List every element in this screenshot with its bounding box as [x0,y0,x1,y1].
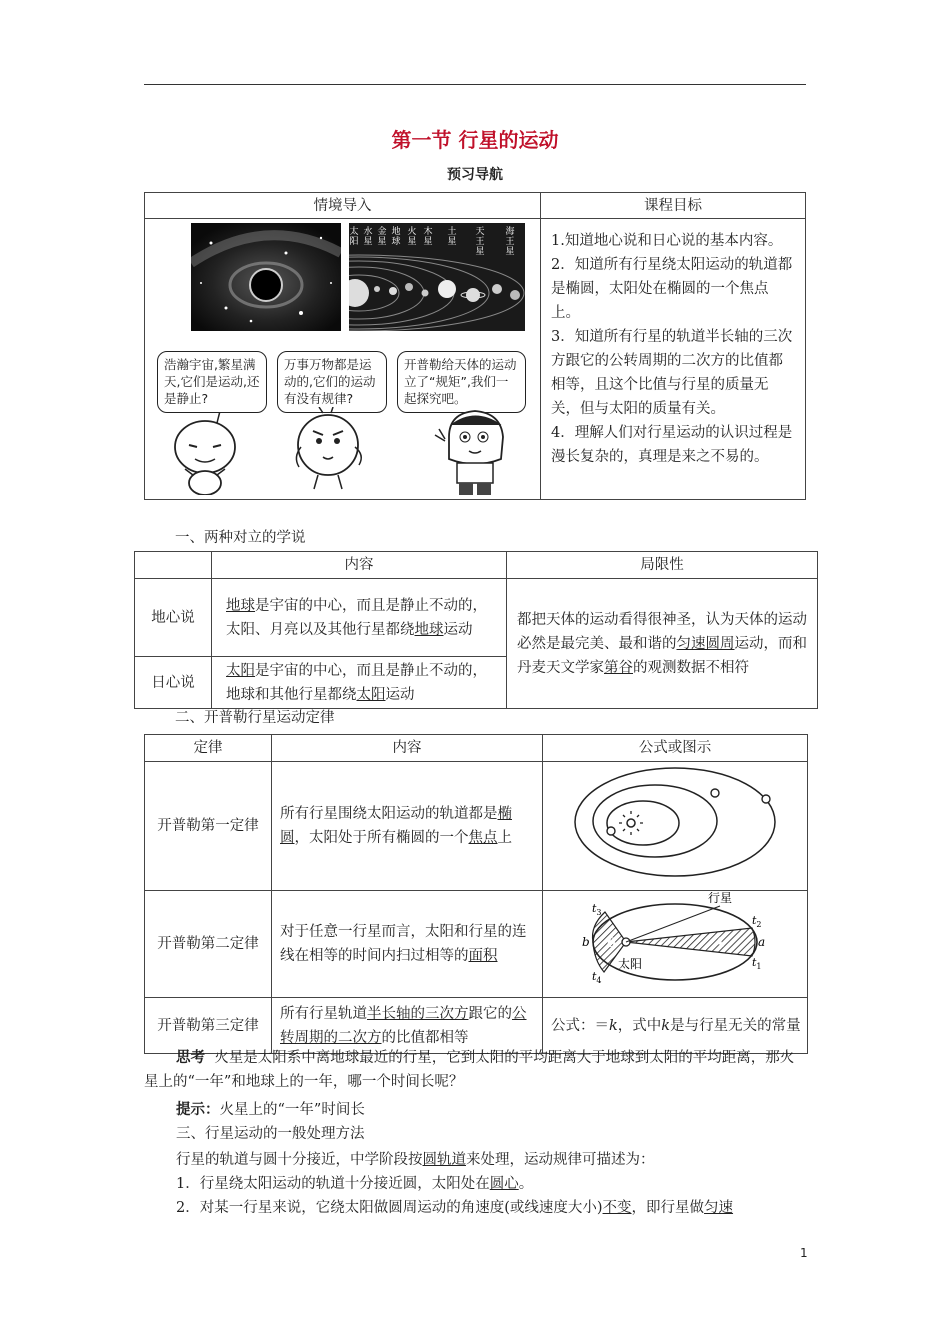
fig-label-planet: 行星 [708,892,733,905]
kepler-law2-content: 对于任意一行星而言，太阳和行星的连线在相等的时间内扫过相等的面积 [272,891,543,998]
intro-scene-cell [145,219,541,500]
page-number: 1 [800,1246,808,1260]
elliptical-orbits-diagram [565,763,785,881]
goal-3: 3．知道所有行星的轨道半长轴的三次方跟它的公转周期的二次方的比值都相等，且这个比值与行星的质量无关，但与太阳的质量有关。 [551,329,793,417]
geocentric-label: 地心说 [135,579,212,657]
galaxy-image [191,223,341,331]
section3-heading: 三、行星运动的一般处理方法 [176,1126,365,1142]
cartoon-character-bird [283,407,373,497]
fig-label-t3: $t_3$ [592,902,602,917]
section3-p2: 1．行星绕太阳运动的轨道十分接近圆，太阳处在圆心。 [176,1176,534,1192]
planet-label: 木 星 [423,227,433,247]
hint-paragraph: 提示：火星上的“一年”时间长 [176,1101,365,1118]
page-title: 第一节 行星的运动 [391,128,559,152]
intro-col1-header: 情境导入 [145,193,541,219]
geocentric-content: 地球是宇宙的中心，而且是静止不动的，太阳、月亮以及其他行星都绕地球运动 [212,579,507,657]
kepler-col-content: 内容 [272,735,543,762]
planet-label: 土 星 [447,227,457,247]
kepler-law2-name: 开普勒第二定律 [145,891,272,998]
fig-label-b: b [582,935,590,949]
kepler-law3-content: 所有行星轨道半长轴的三次方跟它的公转周期的二次方的比值都相等 [272,998,543,1054]
think-label: 思考 [176,1049,205,1066]
planet-label: 金 星 [377,227,387,247]
section3-p3: 2．对某一行星来说，它绕太阳做圆周运动的角速度(或线速度大小)不变，即行星做匀速 [176,1200,734,1216]
think-paragraph: 思考 火星是太阳系中离地球最近的行星，它到太阳的平均距离大于地球到太阳的平均距离，那火星上的“一年”和地球上的一年，哪一个时间长呢？ [144,1049,795,1090]
fig-label-sun: 太阳 [618,957,643,971]
sun-icon [619,811,643,835]
kepler-col-formula: 公式或图示 [543,735,808,762]
equal-area-diagram [580,892,770,988]
kepler-law3-name: 开普勒第三定律 [145,998,272,1054]
kepler-law1-figure [543,762,808,891]
planet-label: 天 王 星 [475,227,485,257]
heliocentric-content: 太阳是宇宙的中心，而且是静止不动的，地球和其他行星都绕太阳运动 [212,657,507,709]
planet-label: 火 星 [407,227,417,247]
planet-label: 海 王 星 [505,227,515,257]
cartoon-character-boy [431,407,511,499]
intro-col2-header: 课程目标 [541,193,806,219]
heliocentric-label: 日心说 [135,657,212,709]
kepler-law1-content: 所有行星围绕太阳运动的轨道都是椭圆，太阳处于所有椭圆的一个焦点上 [272,762,543,891]
intro-table [144,192,806,500]
hint-label: 提示： [176,1101,220,1118]
theories-col-content: 内容 [212,552,507,579]
section3-p1: 行星的轨道与圆十分接近，中学阶段按圆轨道来处理，运动规律可描述为： [176,1152,655,1168]
speech-bubble-1: 浩瀚宇宙,繁星满天,它们是运动,还是静止? [157,351,267,413]
section2-heading: 二、开普勒行星运动定律 [175,710,335,726]
kepler-col-law: 定律 [145,735,272,762]
cartoon-character-baby [165,413,245,495]
speech-bubble-3: 开普勒给天体的运动立了“规矩”,我们一起探究吧。 [397,351,526,413]
intro-goals-cell [541,219,806,500]
solar-system-image [349,223,525,331]
fig-label-t2: $t_2$ [752,914,762,929]
goal-2: 2．知道所有行星绕太阳运动的轨道都是椭圆，太阳处在椭圆的一个焦点上。 [551,257,793,321]
kepler-table [144,734,808,1054]
fig-label-t4: $t_4$ [592,970,602,985]
header-rule [144,84,806,85]
kepler-law2-figure [543,891,808,998]
fig-label-A: A [714,936,725,951]
goal-4: 4．理解人们对行星运动的认识过程是漫长复杂的，真理是来之不易的。 [551,425,793,465]
fig-label-t1: $t_1$ [752,956,762,971]
planet-label: 地 球 [391,227,401,247]
planet-label: 水 星 [363,227,373,247]
kepler-law1-name: 开普勒第一定律 [145,762,272,891]
theories-col-limit: 局限性 [507,552,818,579]
fig-label-B: B [606,936,617,951]
planet-label: 太 阳 [349,227,359,247]
speech-bubble-2: 万事万物都是运动的,它们的运动有没有规律? [277,351,387,413]
theories-table [134,551,818,709]
page-subtitle: 预习导航 [447,167,503,183]
goal-1: 1.知道地心说和日心说的基本内容。 [551,233,783,249]
theories-limitation: 都把天体的运动看得很神圣，认为天体的运动必然是最完美、最和谐的匀速圆周运动，而和丹麦天文学家第谷的观测数据不相符 [507,579,818,709]
section1-heading: 一、两种对立的学说 [175,530,306,546]
fig-label-a: a [758,935,766,949]
kepler-law3-formula: 公式：＝k，式中k是与行星无关的常量 [543,998,808,1054]
